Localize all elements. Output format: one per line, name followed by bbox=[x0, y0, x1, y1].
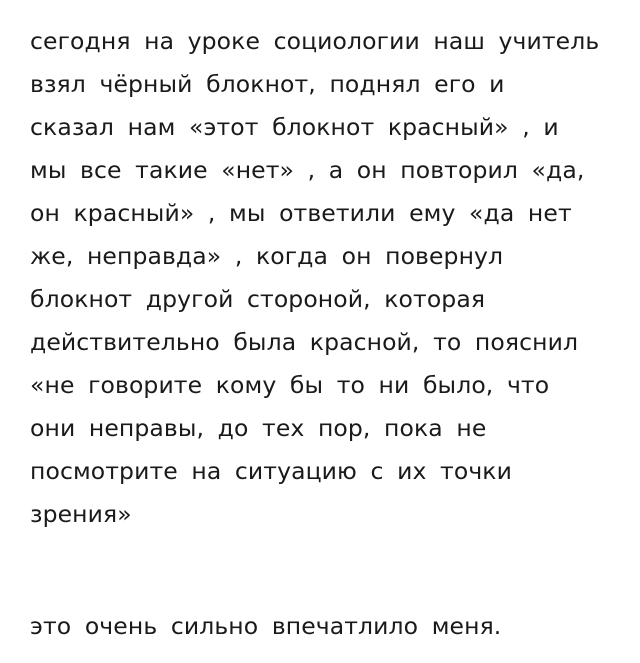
text-line: они неправы, до тех пор, пока не bbox=[30, 414, 487, 442]
paragraph-spacer bbox=[30, 536, 630, 579]
text-line: мы все такие «нет» , а он повторил «да, bbox=[30, 156, 585, 184]
text-line: взял чёрный блокнот, поднял его и bbox=[30, 70, 505, 98]
text-line: действительно была красной, то пояснил bbox=[30, 328, 579, 356]
story-paragraph bbox=[30, 20, 630, 536]
text-line: сказал нам «этот блокнот красный» , и bbox=[30, 113, 559, 141]
text-line: посмотрите на ситуацию с их точки bbox=[30, 457, 512, 485]
text-line: сегодня на уроке социологии наш учитель bbox=[30, 27, 600, 55]
text-line: «не говорите кому бы то ни было, что bbox=[30, 371, 550, 399]
text-line: зрения» bbox=[30, 500, 132, 528]
text-line: же, неправда» , когда он повернул bbox=[30, 242, 504, 270]
post-text bbox=[30, 20, 630, 648]
text-line: он красный» , мы ответили ему «да нет bbox=[30, 199, 572, 227]
text-line: блокнот другой стороной, которая bbox=[30, 285, 486, 313]
closing-line: это очень сильно впечатлило меня. bbox=[30, 612, 502, 640]
